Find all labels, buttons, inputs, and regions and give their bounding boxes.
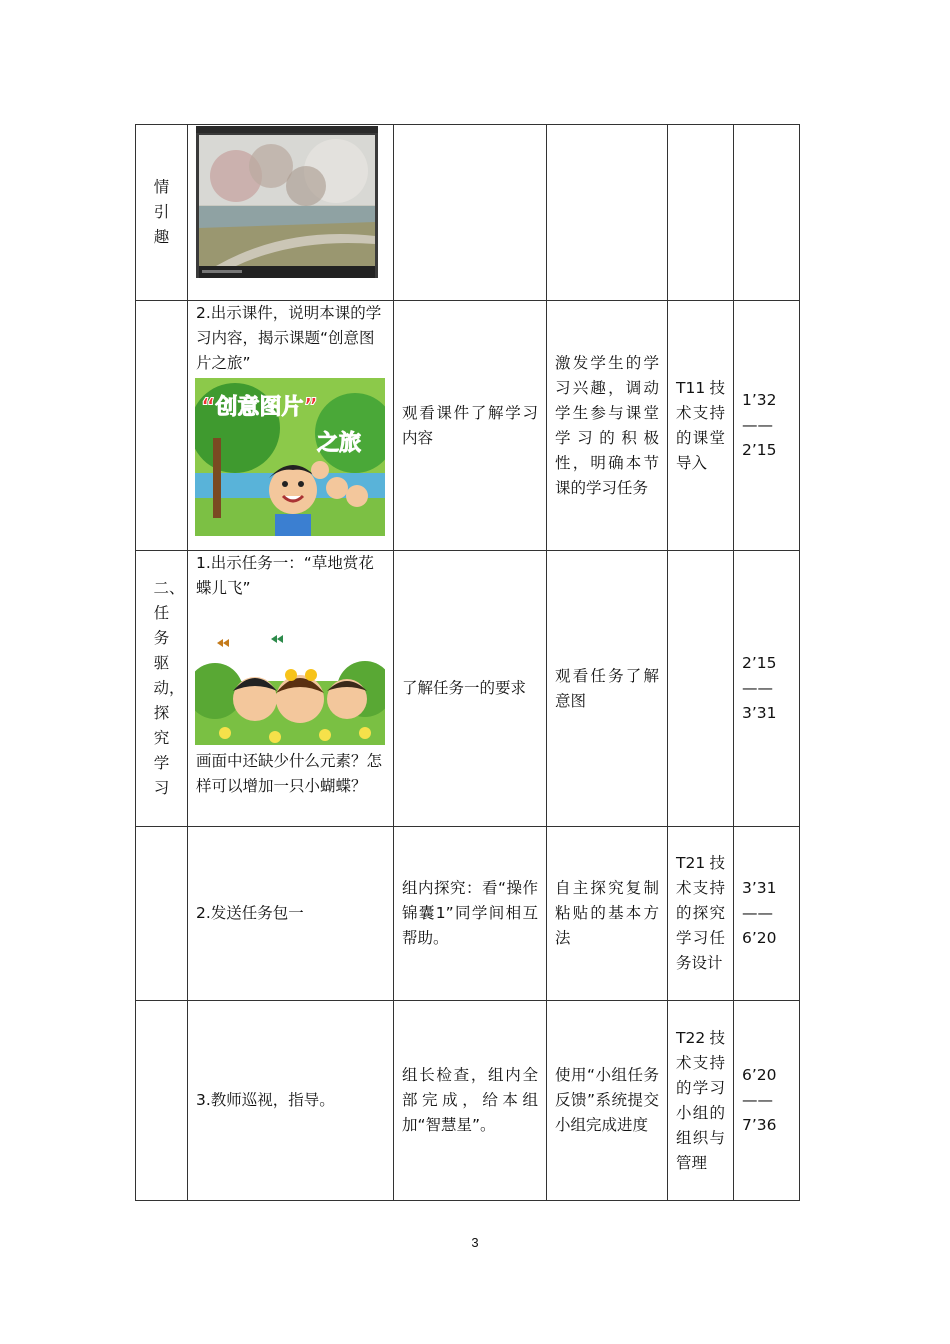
student-activity-cell: 观看课件了解学习内容 <box>394 301 547 551</box>
time-end: 6’20 <box>742 929 777 947</box>
teacher-question-text: 画面中还缺少什么元素？怎样可以增加一只小蝴蝶？ <box>196 752 383 795</box>
design-intent-cell <box>547 125 668 301</box>
student-activity-cell: 组内探究：看“操作锦囊1”同学间相互帮助。 <box>394 827 547 1001</box>
table-row <box>136 827 800 1001</box>
teacher-activity-cell <box>188 301 394 551</box>
tech-support-cell <box>668 551 734 827</box>
time-cell <box>734 551 800 827</box>
video-player-screenshot <box>196 126 378 278</box>
stage-cell <box>136 301 188 551</box>
teacher-activity-text: 1.出示任务一：“草地赏花蝶儿飞” <box>196 554 374 597</box>
courseware-title-text: “创意图片” <box>201 395 318 420</box>
courseware-title-text-2: 之旅 <box>317 431 362 456</box>
time-start: 2’15 <box>742 654 777 672</box>
time-dash: —— <box>742 1091 773 1109</box>
time-start: 6’20 <box>742 1066 777 1084</box>
student-activity-cell: 了解任务一的要求 <box>394 551 547 827</box>
design-intent-cell: 激发学生的学习兴趣，调动学生参与课堂学习的积极性，明确本节课的学习任务 <box>547 301 668 551</box>
task-one-image <box>195 601 385 745</box>
teacher-activity-cell: 3.教师巡视，指导。 <box>188 1001 394 1201</box>
stage-cell <box>136 827 188 1001</box>
stage-label: 二、任务驱动，探究学习 <box>153 579 185 797</box>
time-cell <box>734 827 800 1001</box>
time-dash: —— <box>742 416 773 434</box>
table-row <box>136 301 800 551</box>
design-intent-cell: 观看任务了解意图 <box>547 551 668 827</box>
tech-support-cell: T11技术支持的课堂导入 <box>668 301 734 551</box>
student-activity-cell: 组长检查，组内全部完成，给本组加“智慧星”。 <box>394 1001 547 1201</box>
time-dash: —— <box>742 904 773 922</box>
tech-support-cell: T22技术支持的学习小组的组织与管理 <box>668 1001 734 1201</box>
time-cell <box>734 125 800 301</box>
stage-label: 情引趣 <box>153 178 170 246</box>
courseware-title-image <box>195 378 385 536</box>
lesson-plan-table <box>135 124 800 1201</box>
page-number: 3 <box>471 1235 479 1250</box>
tech-support-cell <box>668 125 734 301</box>
time-end: 3’31 <box>742 704 777 722</box>
teacher-activity-cell <box>188 125 394 301</box>
time-cell <box>734 1001 800 1201</box>
design-intent-cell: 自主探究复制粘贴的基本方法 <box>547 827 668 1001</box>
tech-support-cell: T21技术支持的探究学习任务设计 <box>668 827 734 1001</box>
design-intent-cell: 使用“小组任务反馈”系统提交小组完成进度 <box>547 1001 668 1201</box>
time-start: 3’31 <box>742 879 777 897</box>
stage-cell <box>136 551 188 827</box>
table-row <box>136 125 800 301</box>
teacher-activity-cell: 2.发送任务包一 <box>188 827 394 1001</box>
time-dash: —— <box>742 679 773 697</box>
stage-cell <box>136 1001 188 1201</box>
time-cell <box>734 301 800 551</box>
time-start: 1’32 <box>742 391 777 409</box>
table-row <box>136 1001 800 1201</box>
time-end: 7’36 <box>742 1116 777 1134</box>
teacher-activity-text: 2.出示课件，说明本课的学习内容，揭示课题“创意图片之旅” <box>196 304 382 372</box>
table-row <box>136 551 800 827</box>
stage-cell <box>136 125 188 301</box>
time-end: 2’15 <box>742 441 777 459</box>
teacher-activity-cell <box>188 551 394 827</box>
student-activity-cell <box>394 125 547 301</box>
